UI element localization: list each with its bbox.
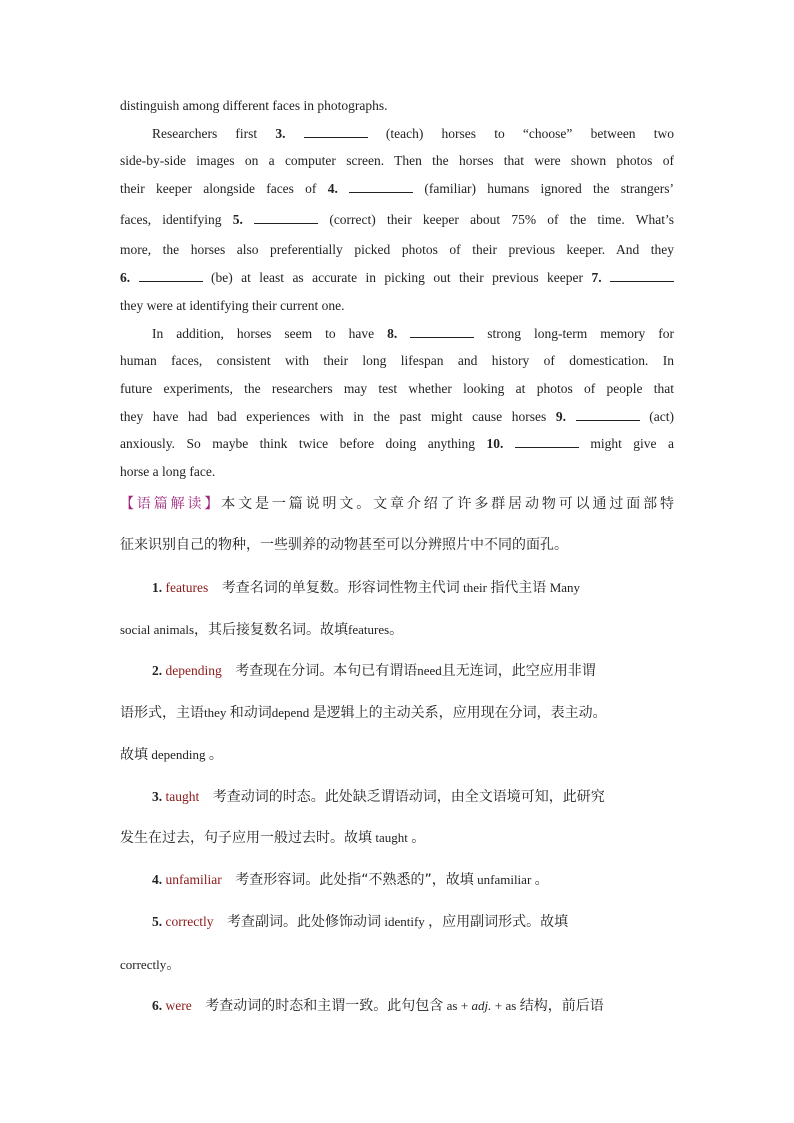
text: 考查副词。此处修饰动词 — [226, 914, 381, 930]
answer-word: depending — [165, 663, 222, 678]
answer-item — [152, 578, 674, 598]
text: 且无连词，此空应用非谓 — [441, 663, 596, 679]
text: ，应用副词形式。故填 — [428, 914, 569, 930]
text: 。 — [389, 622, 404, 638]
passage-line — [120, 351, 674, 371]
item-number: 5. — [152, 914, 163, 929]
answer-blank — [304, 125, 368, 138]
text: + — [494, 998, 503, 1013]
text: faces, identifying — [120, 212, 233, 227]
passage-line — [120, 151, 674, 171]
blank-number: 10. — [486, 436, 504, 451]
text: depend — [271, 705, 310, 720]
answer-word: features — [165, 580, 209, 595]
text: features — [348, 622, 390, 637]
text: 考查形容词。此处指“不熟悉的”，故填 — [235, 872, 474, 888]
answer-item — [152, 787, 674, 807]
text: Researchers first — [152, 126, 276, 141]
text: 。 — [534, 872, 549, 888]
answer-item-line — [120, 955, 674, 975]
text: social animals — [120, 622, 195, 637]
answer-word: were — [165, 998, 192, 1013]
item-number: 3. — [152, 789, 163, 804]
text: taught — [375, 830, 408, 845]
passage-line — [120, 462, 674, 482]
analysis-intro — [120, 535, 674, 555]
text: depending — [151, 747, 206, 762]
text: identify — [384, 914, 425, 929]
text: + — [460, 998, 469, 1013]
text: need — [417, 663, 442, 678]
text: they have had bad experiences with in the past might cause horses — [120, 409, 556, 424]
text: adj. — [471, 998, 492, 1013]
blank-number: 5. — [232, 212, 243, 227]
text: 指代主语 — [490, 580, 547, 596]
answer-blank — [349, 180, 413, 193]
text: distinguish among different faces in photographs. — [120, 98, 388, 113]
text: In addition, horses seem to have — [152, 326, 388, 341]
text: they were at identifying their current one. — [120, 298, 345, 313]
text: ，其后接复数名词。故填 — [194, 622, 349, 638]
answer-blank — [410, 325, 474, 338]
text: unfamiliar — [477, 872, 532, 887]
passage-line — [120, 434, 674, 454]
text: 考查现在分词。本句已有谓语 — [235, 663, 418, 679]
text: human faces, consistent with their long lifespan and history of domestication. In — [120, 353, 674, 368]
answer-blank — [254, 211, 318, 224]
section-tag: 【语篇解读】 — [120, 496, 222, 512]
passage-line — [152, 324, 674, 344]
blank-number: 4. — [327, 181, 338, 196]
blank-number: 6. — [120, 270, 131, 285]
text: side-by-side images on a computer screen. Then the horses that were shown photos of — [120, 153, 674, 168]
text: strong long-term memory for — [474, 326, 675, 341]
text: as — [505, 998, 517, 1013]
text: 。 — [166, 957, 181, 973]
text: 征来识别自己的物种，一些驯养的动物甚至可以分辨照片中不同的面孔。 — [120, 537, 568, 553]
answer-blank — [610, 269, 674, 282]
answer-blank — [576, 408, 640, 421]
text: 发生在过去，句子应用一般过去时。故填 — [120, 830, 372, 846]
text: 考查动词的时态和主谓一致。此句包含 — [205, 998, 444, 1014]
text: their keeper alongside faces of — [120, 181, 328, 196]
text: correctly — [120, 957, 167, 972]
text: 和动词 — [229, 705, 272, 721]
answer-item — [152, 870, 674, 890]
text: their — [463, 580, 487, 595]
passage-line — [120, 407, 674, 427]
text: (act) — [639, 409, 675, 424]
item-number: 1. — [152, 580, 163, 595]
passage-line — [120, 296, 674, 316]
blank-number: 9. — [555, 409, 566, 424]
text: might give a — [578, 436, 674, 451]
text: as — [446, 998, 458, 1013]
answer-item-line — [120, 828, 674, 848]
answer-word: correctly — [165, 914, 214, 929]
answer-blank — [139, 269, 203, 282]
passage-line — [120, 179, 674, 199]
text: anxiously. So maybe think twice before doing anything — [120, 436, 487, 451]
item-number: 6. — [152, 998, 163, 1013]
text: 考查名词的单复数。形容词性物主代词 — [221, 580, 460, 596]
answer-item — [152, 912, 674, 932]
answer-item — [152, 996, 674, 1016]
text: 。 — [411, 830, 426, 846]
passage-line — [120, 268, 674, 288]
blank-number: 7. — [591, 270, 602, 285]
text: 本文是一篇说明文。文章介绍了许多群居动物可以通过面部特 — [221, 496, 674, 512]
passage-line — [120, 96, 674, 116]
answer-item-line — [120, 703, 674, 723]
text: 考查动词的时态。此处缺乏谓语动词，由全文语境可知，此研究 — [212, 789, 605, 805]
item-number: 2. — [152, 663, 163, 678]
passage-line — [120, 379, 674, 399]
passage-line — [120, 240, 674, 260]
answer-blank — [515, 435, 579, 448]
answer-item-line — [120, 745, 674, 765]
text: 结构，前后语 — [519, 998, 604, 1014]
answer-item — [152, 661, 674, 681]
text: Many — [549, 580, 581, 595]
text: 。 — [208, 747, 223, 763]
text: horse a long face. — [120, 464, 216, 479]
answer-word: unfamiliar — [165, 872, 222, 887]
analysis-intro — [120, 494, 674, 514]
blank-number: 3. — [275, 126, 286, 141]
blank-number: 8. — [387, 326, 398, 341]
text: more, the horses also preferentially picked photos of their previous keeper. And they — [120, 242, 674, 257]
text: 是逻辑上的主动关系，应用现在分词，表主动。 — [312, 705, 607, 721]
text: (teach) horses to “choose” between two — [367, 126, 675, 141]
answer-item-line — [120, 620, 674, 640]
answer-word: taught — [165, 789, 200, 804]
text: they — [204, 705, 227, 720]
text: (correct) their keeper about 75% of the time. What’s — [318, 212, 675, 227]
passage-line — [152, 124, 674, 144]
text: 故填 — [120, 747, 148, 763]
item-number: 4. — [152, 872, 163, 887]
text: (familiar) humans ignored the strangers’ — [413, 181, 675, 196]
text: future experiments, the researchers may test whether looking at photos of people that — [120, 381, 674, 396]
text: 语形式，主语 — [120, 705, 204, 721]
text: (be) at least as accurate in picking out their previous keeper — [202, 270, 592, 285]
passage-line — [120, 210, 674, 230]
